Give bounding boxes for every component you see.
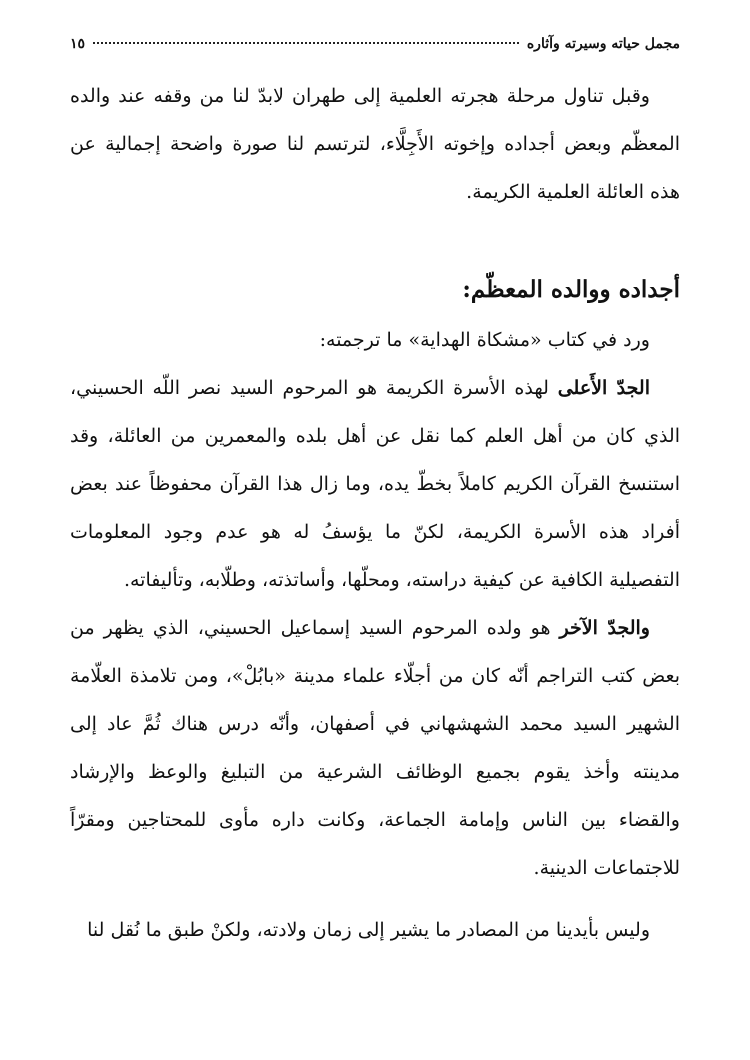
paragraph-text: لهذه الأسرة الكريمة هو المرحوم السيد نصر اللّه الحسيني، الذي كان من أهل العلم كما نقل عن أهل بلده والمعمرين من العائلة، وقد استنسخ القرآن الكريم كاملاً بخطّ يده، وما زال هذا القرآن محفوظاً عند بعض أفراد هذه الأسرة الكريمة، لكنّ ما يؤسفُ له هو عدم وجود المعلومات التفصيلية الكافية عن كيفية دراسته، ومحلّها، وأساتذته، وطلّابه، وتأليفاته.	[70, 377, 680, 591]
dotted-leader	[93, 42, 519, 44]
page-number: ١٥	[70, 36, 86, 52]
bold-term: والجدّ الآخر	[559, 617, 650, 639]
running-header	[70, 36, 680, 52]
paragraph-other-grandfather	[70, 604, 680, 892]
header-title: مجمل حياته وسيرته وآثاره	[526, 36, 680, 52]
paragraph-text: هو ولده المرحوم السيد إسماعيل الحسيني، الذي يظهر من بعض كتب التراجم أنّه كان من أجلّاء علماء مدينة «بابُلْ»، ومن تلامذة العلّامة الشهير السيد محمد الشهشهاني في أصفهان، وأنّه درس هناك ثُمَّ عاد إلى مدينته وأخذ يقوم بجميع الوظائف الشرعية من التبليغ والوعظ والإرشاد والقضاء بين الناس وإمامة الجماعة، وكانت داره مأوى للمحتاجين ومقرّاً للاجتماعات الدينية.	[70, 617, 680, 879]
bold-term: الجدّ الأَعلى	[557, 377, 650, 399]
spacer	[70, 216, 680, 264]
section-heading: أجداده ووالده المعظّم:	[462, 276, 680, 303]
body-text	[70, 72, 680, 954]
intro-paragraph: وقبل تناول مرحلة هجرته العلمية إلى طهران لابدّ لنا من وقفه عند والده المعظّم وبعض أجداده وإخوته الأَجِلَّاء، لترتسم لنا صورة واضحة إجمالية عن هذه العائلة العلمية الكريمة.	[70, 85, 680, 203]
paragraph-grandfather	[70, 364, 680, 604]
source-note: ورد في كتاب «مشكاة الهداية» ما ترجمته:	[319, 329, 650, 351]
paragraph-birth: وليس بأيدينا من المصادر ما يشير إلى زمان ولادته، ولكنْ طبق ما نُقل لنا	[87, 919, 650, 941]
